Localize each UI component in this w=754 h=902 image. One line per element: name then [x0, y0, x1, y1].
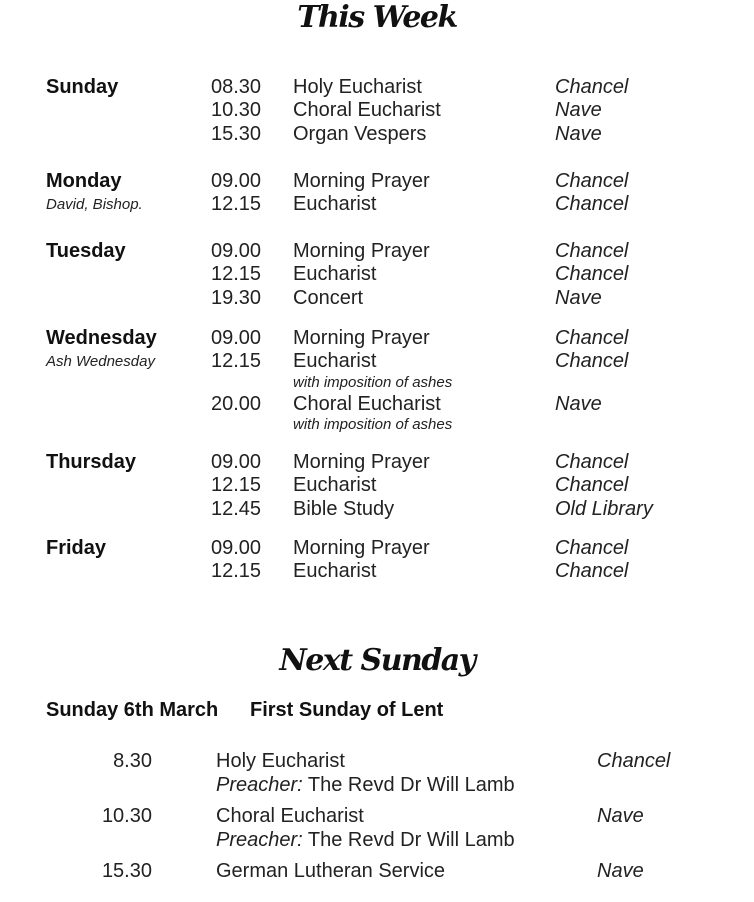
service-time: 8.30 [113, 750, 152, 772]
service-time: 19.30 [211, 287, 262, 309]
service-location: Chancel [597, 750, 671, 772]
day-block-sunday [0, 76, 754, 156]
service-name: Morning Prayer [293, 240, 430, 262]
day-name: Tuesday [46, 240, 126, 262]
service-location: Chancel [555, 327, 629, 349]
service-time: 10.30 [211, 99, 262, 121]
service-row [0, 76, 754, 99]
day-block-tuesday [0, 240, 754, 320]
service-time: 08.30 [211, 76, 262, 98]
day-observance: David, Bishop. [46, 196, 143, 213]
service-name: Eucharist [293, 193, 377, 215]
day-name: Friday [46, 537, 107, 559]
day-name: Sunday [46, 76, 119, 98]
service-name: Choral Eucharist [293, 99, 441, 121]
service-name: Eucharist [293, 560, 377, 582]
service-row [0, 451, 754, 474]
service-name: Morning Prayer [293, 451, 430, 473]
next-sunday-heading: Next Sunday [279, 643, 475, 678]
service-name: Eucharist [293, 350, 377, 372]
service-time: 09.00 [211, 170, 262, 192]
service-time: 20.00 [211, 393, 262, 415]
next-sunday-service-row [0, 804, 754, 852]
next-sunday-service-row [0, 859, 754, 883]
service-row [0, 498, 754, 521]
service-name: Choral Eucharist [216, 805, 364, 827]
service-row [0, 263, 754, 286]
service-name: German Lutheran Service [216, 860, 446, 882]
service-time: 09.00 [211, 240, 262, 262]
service-location: Chancel [555, 76, 629, 98]
preacher-name: The Revd Dr Will Lamb [302, 774, 515, 796]
service-location: Chancel [555, 350, 629, 372]
day-block-monday [0, 170, 754, 250]
service-name: Holy Eucharist [216, 750, 345, 772]
service-row [0, 99, 754, 122]
service-time: 10.30 [101, 805, 152, 827]
service-note: with imposition of ashes [293, 374, 453, 391]
service-name: Morning Prayer [293, 327, 430, 349]
service-time: 12.15 [211, 560, 262, 582]
service-name: Eucharist [293, 474, 377, 496]
service-location: Chancel [555, 193, 629, 215]
service-location: Old Library [555, 498, 653, 520]
day-name: Thursday [46, 451, 137, 473]
service-time: 12.45 [211, 498, 262, 520]
service-location: Chancel [555, 560, 629, 582]
service-row [0, 287, 754, 310]
day-observance: Ash Wednesday [46, 353, 155, 370]
service-name: Holy Eucharist [293, 76, 422, 98]
service-time: 15.30 [101, 860, 152, 882]
service-time: 09.00 [211, 537, 262, 559]
service-name: Organ Vespers [293, 123, 427, 145]
service-name: Bible Study [293, 498, 395, 520]
service-location: Nave [555, 123, 602, 145]
service-location: Nave [597, 805, 644, 827]
preacher-line [216, 828, 515, 852]
service-row [0, 193, 754, 216]
service-location: Chancel [555, 170, 629, 192]
service-time: 09.00 [211, 451, 262, 473]
service-time: 12.15 [211, 263, 262, 285]
preacher-label: Preacher: [216, 774, 303, 796]
service-row [0, 240, 754, 263]
this-week-heading: This Week [297, 0, 457, 35]
service-time: 12.15 [211, 193, 262, 215]
service-time: 09.00 [211, 327, 262, 349]
day-block-friday [0, 537, 754, 617]
service-name: Eucharist [293, 263, 377, 285]
service-time: 12.15 [211, 474, 262, 496]
day-block-thursday [0, 451, 754, 531]
service-row [0, 560, 754, 583]
service-name: Choral Eucharist [293, 393, 441, 415]
next-sunday-date: Sunday 6th March [46, 699, 219, 721]
service-name: Concert [293, 287, 364, 309]
next-sunday-occasion: First Sunday of Lent [250, 699, 444, 721]
day-block-wednesday [0, 327, 754, 437]
service-row [0, 474, 754, 497]
service-row [0, 350, 754, 373]
service-row [0, 393, 754, 416]
service-location: Nave [597, 860, 644, 882]
preacher-line [216, 773, 515, 797]
service-note: with imposition of ashes [293, 416, 453, 433]
service-location: Chancel [555, 451, 629, 473]
service-time: 12.15 [211, 350, 262, 372]
day-name: Monday [46, 170, 122, 192]
service-location: Nave [555, 99, 602, 121]
service-row [0, 327, 754, 350]
day-name: Wednesday [46, 327, 157, 349]
service-name: Morning Prayer [293, 170, 430, 192]
service-row [0, 537, 754, 560]
service-location: Chancel [555, 240, 629, 262]
preacher-label: Preacher: [216, 829, 303, 851]
service-location: Nave [555, 393, 602, 415]
preacher-name: The Revd Dr Will Lamb [302, 829, 515, 851]
service-row [0, 123, 754, 146]
service-row [0, 170, 754, 193]
service-time: 15.30 [211, 123, 262, 145]
service-location: Chancel [555, 263, 629, 285]
next-sunday-service-row [0, 749, 754, 797]
service-name: Morning Prayer [293, 537, 430, 559]
service-location: Chancel [555, 474, 629, 496]
service-location: Nave [555, 287, 602, 309]
service-location: Chancel [555, 537, 629, 559]
